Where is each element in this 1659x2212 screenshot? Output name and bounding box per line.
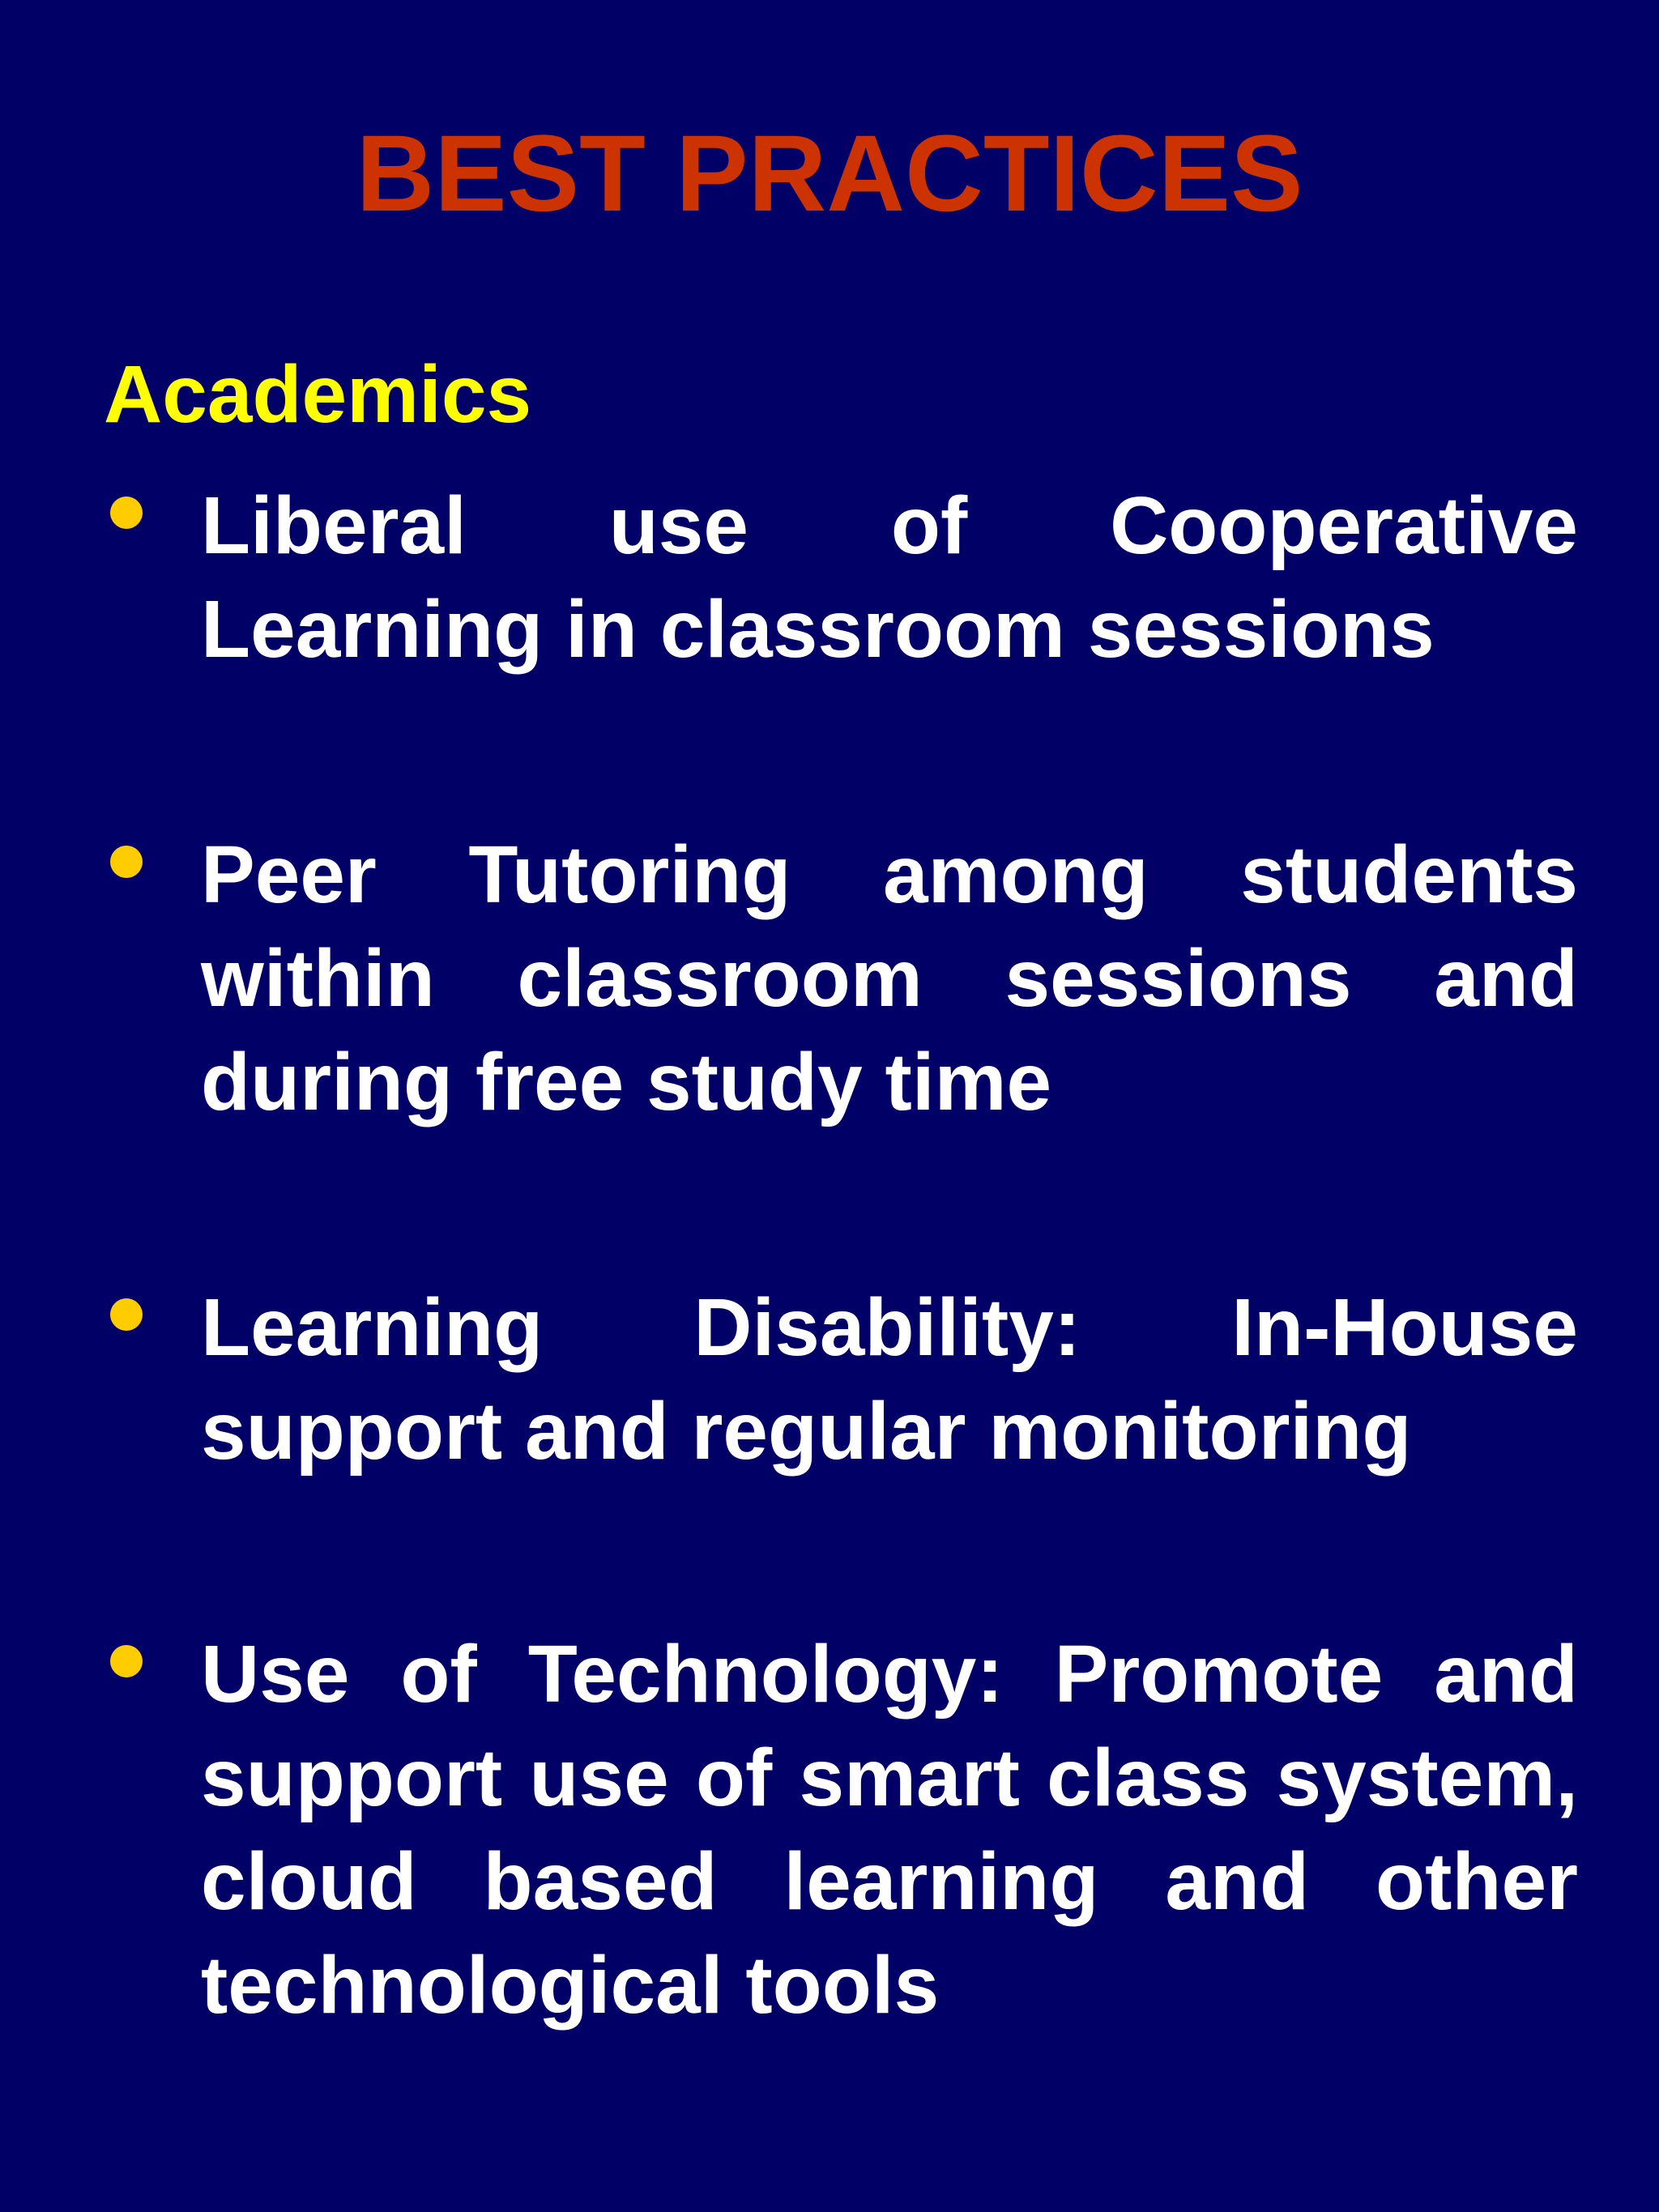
bullet-text: Peer Tutoring among students within classroom sessions and during free study time [201, 829, 1578, 1127]
bullet-text: Liberal use of Cooperative Learning in classroom sessions [201, 480, 1578, 675]
bullet-list [104, 474, 1578, 2179]
bullet-item [104, 474, 1578, 681]
bullet-dot-icon [110, 1298, 143, 1331]
bullet-dot-icon [110, 497, 143, 529]
bullet-item [104, 1276, 1578, 1483]
bullet-item [104, 823, 1578, 1134]
section-heading: Academics [104, 349, 532, 440]
slide-title: BEST PRACTICES [356, 113, 1303, 234]
bullet-dot-icon [110, 1645, 143, 1677]
bullet-item [104, 1622, 1578, 2037]
bullet-text: Learning Disability: In-House support and regular monitoring [201, 1282, 1578, 1477]
bullet-text: Use of Technology: Promote and support use of smart class system, cloud based learning and other technological tools [201, 1629, 1578, 2031]
bullet-dot-icon [110, 846, 143, 878]
